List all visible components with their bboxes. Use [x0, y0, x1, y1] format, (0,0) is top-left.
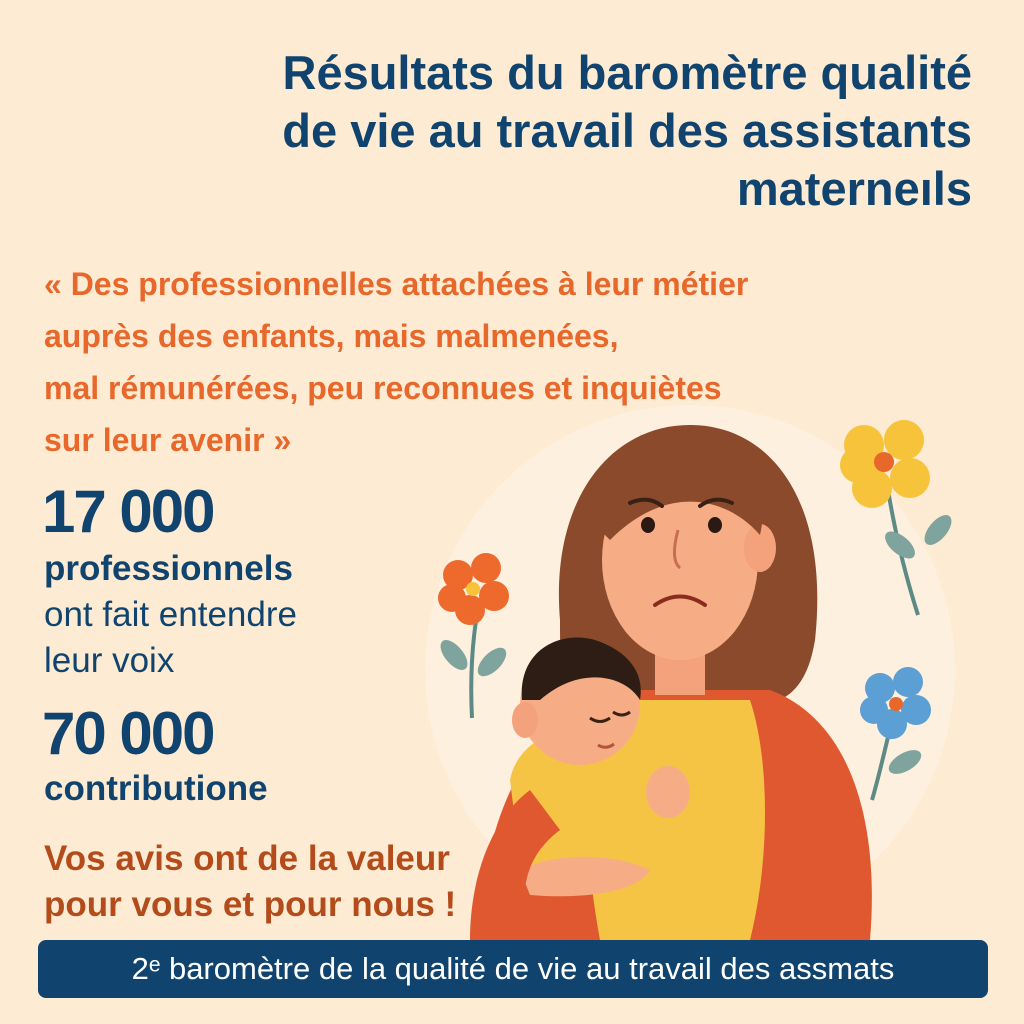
- quote-line-2: auprès des enfants, mais malmenées,: [44, 318, 619, 354]
- cta-line-1: Vos avis ont de la valeur: [44, 839, 450, 878]
- professionals-count: 17 000: [42, 478, 214, 545]
- title-line-1: Résultats du baromètre qualité: [282, 46, 972, 99]
- footer-banner: 2ᵉ baromètre de la qualité de vie au travail des assmats: [38, 940, 988, 998]
- quote-line-1: « Des professionnelles attachées à leur métier: [44, 266, 749, 302]
- professionals-label: [44, 546, 297, 684]
- title-line-3: materneıls: [736, 162, 972, 215]
- contributions-label-bold: contributione: [44, 769, 268, 808]
- page-title: [12, 44, 972, 218]
- cta-line-2: pour vous et pour nous !: [44, 885, 457, 924]
- professionals-label-line3: leur voix: [44, 641, 175, 680]
- professionals-label-line2: ont fait entendre: [44, 595, 297, 634]
- contributions-label: [44, 766, 268, 812]
- title-line-2: de vie au travail des assistants: [282, 104, 972, 157]
- quote-line-3: mal rémunérées, peu reconnues et inquiètes: [44, 370, 722, 406]
- professionals-label-bold: professionnels: [44, 549, 293, 588]
- mother-and-baby-illustration: [410, 400, 1010, 940]
- contributions-count: 70 000: [42, 700, 214, 767]
- call-to-action-text: [44, 836, 456, 928]
- quote-line-4: sur leur avenir »: [44, 422, 292, 458]
